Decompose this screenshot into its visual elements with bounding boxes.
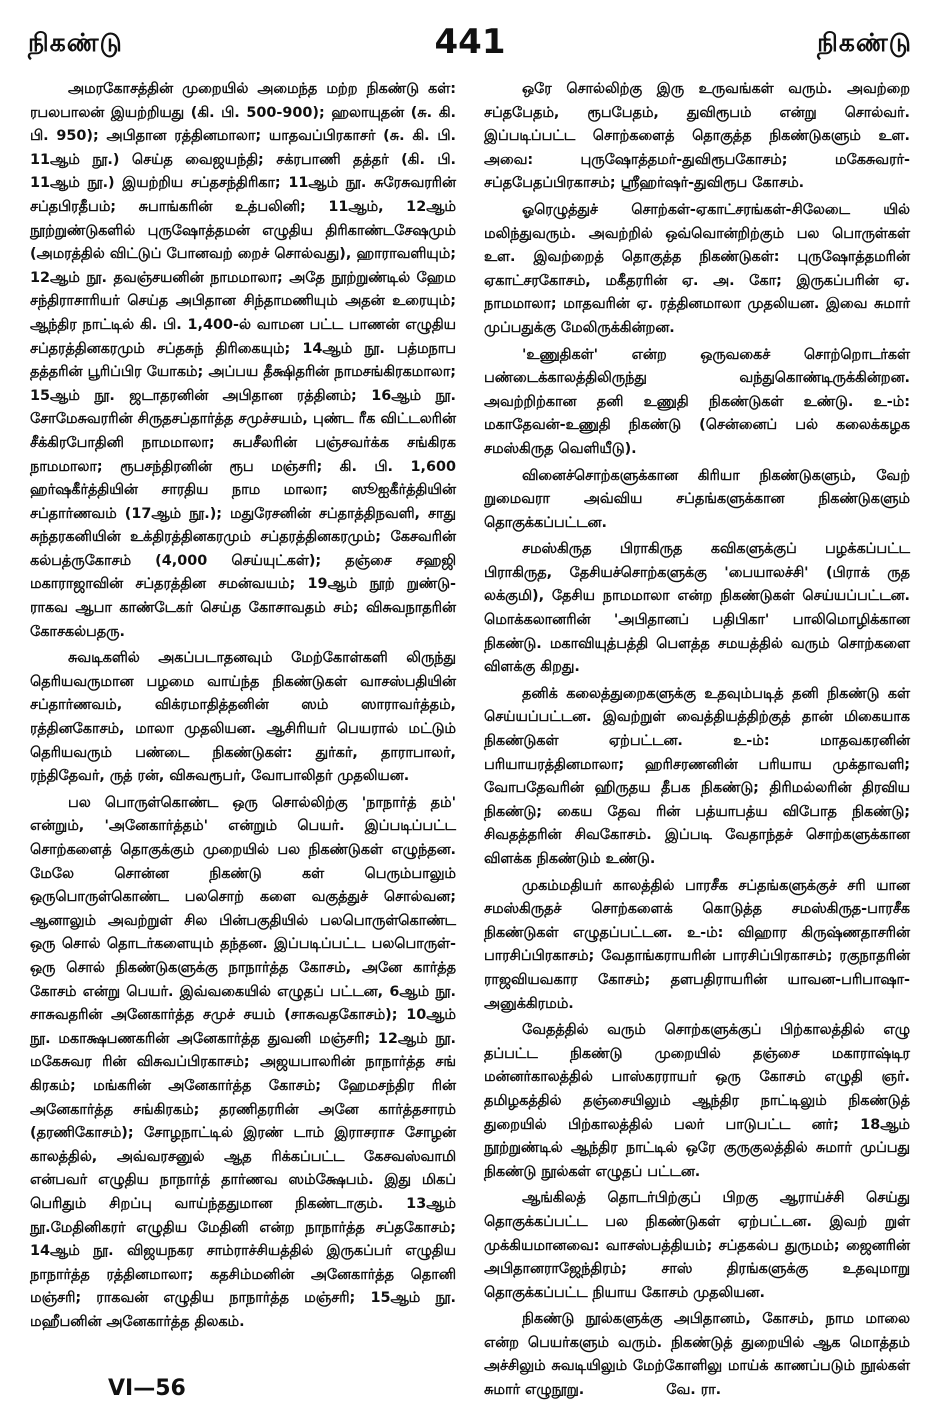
author-signature: வே. ரா.: [666, 1382, 722, 1399]
paragraph: தனிக் கலைத்துறைகளுக்கு உதவும்படித் தனி நிகண்டு கள் செய்யப்பட்டன. இவற்றுள் வைத்தியத்திற்குத் தான் மிகையாக நிகண்டுகள் ஏற்பட்டன. உ-ம்: மாதவகரனின் பரியாயரத்தினமாலா; ஹரிசரணனின் பரியாய முக்தாவளி; வோபதேவரின் ஹிருதய தீபக நிகண்டு; திரிமல்லரின் திரவிய நிகண்டு; கைய தேவ ரின் பத்யாபத்ய விபோத நிகண்டு; சிவதத்தரின் சிவகோசம். இப்படி வேதாந்தச் சொற்களுக்கான விளக்க நிகண்டும் உண்டு.: [484, 685, 910, 867]
paragraph: சுவடிகளில் அகப்படாதனவும் மேற்கோள்களி லிருந்து தெரியவருமான பழமை வாய்ந்த நிகண்டுகள் வாசஸ்பதியின் சப்தார்ணவம், விக்ரமாதித்தனின் ஸம் ஸாராவர்த்தம், ரத்தினகோசம், மாலா முதலியன. ஆசிரியர் பெயரால் மட்டும் தெரியவரும் பண்டை நிகண்டுகள்: துர்கர், தாராபாலர், ரந்திதேவர், ருத் ரன், விசுவரூபர், வோபாலிதர் முதலியன.: [30, 650, 456, 785]
paragraph: 'உணுதிகள்' என்ற ஒருவகைச் சொற்றொடர்கள் பண்டைக்காலத்திலிருந்து வந்துகொண்டிருக்கின்றன. அவற்றிற்கான தனி உணுதி நிகண்டுகள் உண்டு. உ-ம்: மகாதேவன்-உணுதி நிகண்டு (சென்னைப் பல் கலைக்கழக சமஸ்கிருத வெளியீடு).: [484, 346, 910, 457]
paragraph-text: நிகண்டு நூல்களுக்கு அபிதானம், கோசம், நாம மாலை என்ற பெயர்களும் வரும். நிகண்டுத் துறையில் ஆக மொத்தம் அச்சிலும் சுவடியிலும் மேற்கோளிலு மாய்க் காணப்படும் நூல்கள் சுமார் எழுநூறு.: [484, 1311, 910, 1399]
paragraph: ஒரே சொல்லிற்கு இரு உருவங்கள் வரும். அவற்றை சப்தபேதம், ரூபபேதம், துவிரூபம் என்று சொல்வர். இப்படிப்பட்ட சொற்களைத் தொகுத்த நிகண்டுகளும் உள. அவை: புருஷோத்தமர்-துவிரூபகோசம்; மகேசுவரர்-சப்தபேதப்பிரகாசம்; ஸ்ரீஹர்ஷர்-துவிரூப கோசம்.: [484, 81, 910, 192]
paragraph: ஆங்கிலத் தொடர்பிற்குப் பிறகு ஆராய்ச்சி செய்து தொகுக்கப்பட்ட பல நிகண்டுகள் ஏற்பட்டன. இவற் றுள் முக்கியமானவை: வாசஸ்பத்தியம்; சப்தகல்ப துருமம்; ஜைனரின் அபிதானராஜேந்திரம்; சாஸ் திரங்களுக்கு உதவுமாறு தொகுக்கப்பட்ட நியாய கோசம் முதலியன.: [484, 1190, 910, 1301]
paragraph: வேதத்தில் வரும் சொற்களுக்குப் பிற்காலத்தில் எழு தப்பட்ட நிகண்டு முறையில் தஞ்சை மகாராஷ்டிர மன்னர்காலத்தில் பாஸ்கரராயர் ஒரு கோசம் எழுதி ஞர். தமிழகத்தில் தஞ்சையிலும் ஆந்திர நாட்டிலும் நிகண்டுத் துறையில் பிற்காலத்தில் பலர் பாடுபட்ட னர்; 18ஆம் நூற்றுண்டில் ஆந்திர நாட்டில் ஒரே குருகுலத்தில் சுமார் முப்பது நிகண்டு நூல்கள் எழுதப் பட்டன.: [484, 1022, 910, 1180]
page-number: 441: [434, 22, 506, 62]
paragraph: பல பொருள்கொண்ட ஒரு சொல்லிற்கு 'நாநார்த் தம்' என்றும், 'அனேகார்த்தம்' என்றும் பெயர். இப்படிப்பட்ட சொற்களைத் தொகுக்கும் முறையில் பல நிகண்டுகள் எழுந்தன. மேலே சொன்ன நிகண்டு கள் பெரும்பாலும் ஒருபொருள்கொண்ட பலசொற் களை வகுத்துச் சொல்வன; ஆனாலும் அவற்றுள் சில பின்பகுதியில் பலபொருள்கொண்ட ஒரு சொல் தொடர்களையும் தந்தன. இப்படிப்பட்ட பலபொருள்-ஒரு சொல் நிகண்டுகளுக்கு நாநார்த்த கோசம், அனே கார்த்த கோசம் என்று பெயர். இவ்வகையில் எழுதப் பட்டன, 6ஆம் நூ. சாசுவதரின் அனேகார்த்த சமுச் சயம் (சாசுவதகோசம்); 10ஆம் நூ. மகாக்ஷபணகரின் அனேகார்த்த துவனி மஞ்சரி; 12ஆம் நூ. மகேசுவர ரின் விசுவப்பிரகாசம்; அஜயபாலரின் நாநார்த்த சங் கிரகம்; மங்கரின் அனேகார்த்த கோசம்; ஹேமசந்திர ரின் அனேகார்த்த சங்கிரகம்; தரணிதரரின் அனே கார்த்தசாரம் (தரணிகோசம்); சோழநாட்டில் இரண் டாம் இராசராச சோழன் காலத்தில், அவ்வரசனுல் ஆத ரிக்கப்பட்ட கேசவஸ்வாமி என்பவர் எழுதிய நாநார்த் தார்ணவ ஸம்க்ஷேபம். இது மிகப் பெரிதும் சிறப்பு வாய்ந்ததுமான நிகண்டாகும். 13ஆம் நூ.மேதினிகரர் எழுதிய மேதினி என்ற நாநார்த்த சப்தகோசம்; 14ஆம் நூ. விஜயநகர சாம்ராச்சியத்தில் இருகப்பர் எழுதிய நாநார்த்த ரத்தினமாலா; கதசிம்மனின் அனேகார்த்த தொனி மஞ்சரி; ராகவன் எழுதிய நாநார்த்த மஞ்சரி; 15ஆம் நூ. மஹீபனின் அனேகார்த்த திலகம்.: [30, 794, 456, 1330]
paragraph-with-signature: [484, 1308, 910, 1402]
paragraph: ஓரெழுத்துச் சொற்கள்-ஏகாட்சரங்கள்-சிலேடை யில் மலிந்துவரும். அவற்றில் ஒவ்வொன்றிற்கும் பல பொருள்கள் உள. இவற்றைத் தொகுத்த நிகண்டுகள்: புருஷோத்தமரின் ஏகாட்சரகோசம், மகீதரரின் ஏ. அ. கோ; இருகப்பரின் ஏ. நாமமாலா; மாதவரின் ஏ. ரத்தினமாலா முதலியன. இவை சுமார் முப்பதுக்கு மேலிருக்கின்றன.: [484, 201, 910, 336]
page-header: [28, 22, 912, 66]
left-column: [30, 78, 456, 1368]
running-head-right: நிகண்டு: [817, 28, 912, 57]
paragraph: அமரகோசத்தின் முறையில் அமைந்த மற்ற நிகண்டு கள்: ரபலபாலன் இயற்றியது (கி. பி. 500-900); ஹலாயுதன் (சு. கி. பி. 950); அபிதான ரத்தினமாலா; யாதவப்பிரகாசர் (சு. கி. பி. 11ஆம் நூ.) செய்த வைஜயந்தி; சக்ரபாணி தத்தர் (கி. பி. 11ஆம் நூ.) இயற்றிய சப்தசந்திரிகா; 11ஆம் நூ. சுரேசுவரரின் சப்தபிரதீபம்; சுபாங்கரின் உத்பலினி; 11ஆம், 12ஆம் நூற்றுண்டுகளில் புருஷோத்தமன் எழுதிய திரிகாண்டசேஷமும் (அமரத்தில் விட்டுப் போனவற் றைச் சொல்வது), ஹாராவளியும்; 12ஆம் நூ. தவஞ்சயனின் நாமமாலா; அதே நூற்றுண்டில் ஹேம சந்திராசாரியர் செய்த அபிதான சிந்தாமணியும் அதன் உரையும்; ஆந்திர நாட்டில் கி. பி. 1,400-ல் வாமன பட்ட பாணன் எழுதிய சப்தரத்தினகரமும் சப்தசுந் திரிகையும்; 14ஆம் நூ. பத்மநாப தத்தரின் பூரிப்பிர யோகம்; அப்பய தீக்ஷிதரின் நாமசங்கிரகமாலா; 15ஆம் நூ. ஜடாதரனின் அபிதான ரத்தினம்; 16ஆம் நூ. சோமேசுவரரின் சிருதசப்தார்த்த சமுச்சயம், புண்ட ரீக விட்டலரின் சீக்கிரபோதினி நாமமாலா; சுபசீலரின் பஞ்சவர்க்க சங்கிரக நாமமாலா; ரூபசந்திரனின் ரூப மஞ்சரி; கி. பி. 1,600 ஹர்ஷகீர்த்தியின் சாரதிய நாம மாலா; ஸூஐகீர்த்தியின் சப்தார்ணவம் (17ஆம் நூ.); மதுரேசனின் சப்தாத்திநவளி, சாது சுந்தரகனியின் உக்திரத்தினகரமும் சப்தரத்தினகரமும்; கேசவரின் கல்பத்ருகோசம் (4,000 செய்யுட்கள்); தஞ்சை சஹஜி மகாராஜாவின் சப்தரத்தின சமன்வயம்; 19ஆம் நூற் றுண்டு-ராகவ ஆபா காண்டேகர் செய்த கோசாவதம் சம்; விசுவநாதரின் கோசகல்பதரு.: [30, 81, 456, 640]
signature-mark: VI—56: [108, 1376, 186, 1401]
running-head-left: நிகண்டு: [28, 28, 123, 57]
paragraph: வினைச்சொற்களுக்கான கிரியா நிகண்டுகளும், வேற் றுமைவரா அவ்விய சப்தங்களுக்கான நிகண்டுகளும் தொகுக்கப்பட்டன.: [484, 467, 910, 531]
right-column: [484, 78, 910, 1399]
paragraph: முகம்மதியர் காலத்தில் பாரசீக சப்தங்களுக்குச் சரி யான சமஸ்கிருதச் சொற்களைக் கொடுத்த சமஸ்கிருத-பாரசீக நிகண்டுகள் எழுதப்பட்டன. உ-ம்: விஹார கிருஷ்ணதாசரின் பாரசிப்பிரகாசம்; வேதாங்கராயரின் பாரசிப்பிரகாசம்; ரகுநாதரின் ராஜவியவகார கோசம்; தளபதிராயரின் யாவன-பரிபாஷா-அனுக்கிரமம்.: [484, 877, 910, 1012]
paragraph: சமஸ்கிருத பிராகிருத கவிகளுக்குப் பழக்கப்பட்ட பிராகிருத, தேசியச்சொற்களுக்கு 'பையாலச்சி' (பிராக் ருத லக்குமி), தேசிய நாமமாலா என்ற நிகண்டுகள் செய்யப்பட்டன. மொக்கலானரின் 'அபிதானப் பதிபிகா' பாலிமொழிக்கான நிகண்டு. மகாவியுத்பத்தி பௌத்த சமயத்தில் வரும் சொற்களை விளக்கு கிறது.: [484, 541, 910, 676]
